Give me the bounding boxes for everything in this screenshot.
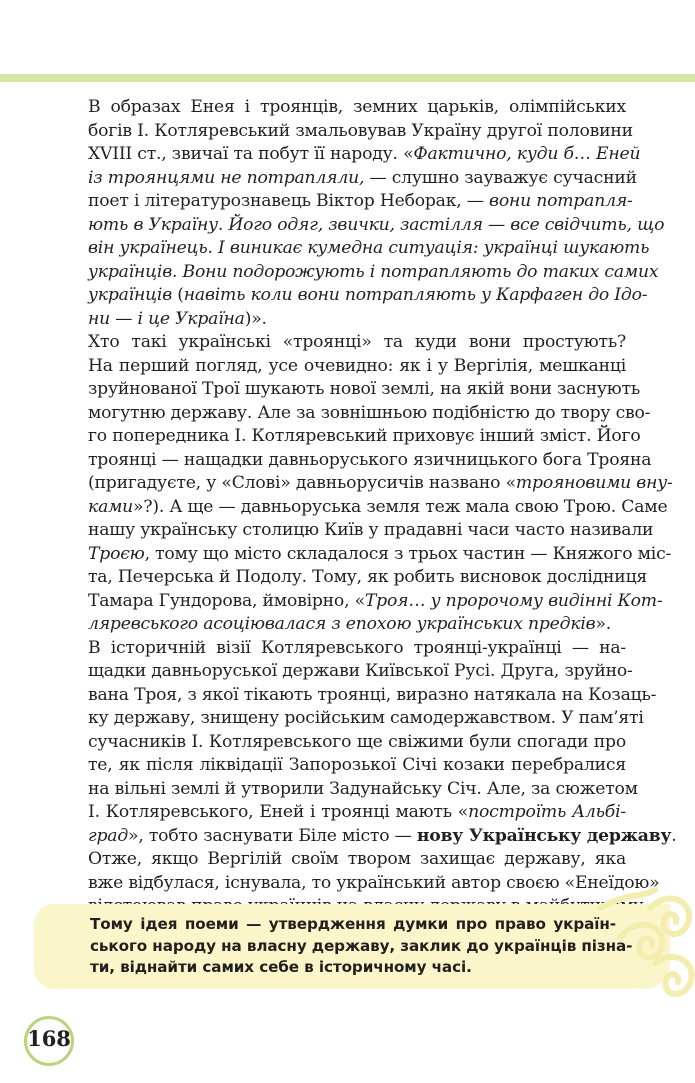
text-segment: трояновими вну- — [515, 473, 673, 493]
text-segment: могутню державу. Але за зовнішньою подібністю до твору сво- — [88, 402, 651, 423]
text-line — [88, 496, 668, 520]
text-segment: українців — [88, 285, 172, 305]
text-line — [88, 566, 648, 590]
callout-line: ти, віднайти самих себе в історичному часі. — [90, 958, 472, 976]
text-segment: ляревського асоціювалася з епохою українських предків — [88, 614, 596, 634]
text-line — [88, 754, 626, 778]
text-segment: та, Печерська й Подолу. Тому, як робить висновок дослідниця — [88, 567, 648, 587]
text-line — [88, 355, 626, 379]
text-line — [88, 96, 626, 120]
text-line — [88, 284, 648, 308]
text-line — [88, 519, 654, 543]
text-line — [88, 590, 663, 614]
text-segment: зруйнованої Трої шукають нової землі, на якій вони заснують — [88, 379, 641, 399]
text-line — [88, 425, 641, 449]
text-segment: поет і літературознавець Віктор Неборак, — — [88, 191, 490, 211]
text-segment: (пригадуєте, у «Слові» давньорусичів названо « — [88, 473, 516, 493]
text-line — [88, 402, 651, 426]
text-segment: ( — [172, 285, 184, 305]
text-line — [88, 707, 644, 731]
text-line — [88, 308, 626, 332]
text-line — [88, 449, 652, 473]
text-segment: вони потрапля- — [489, 191, 633, 211]
text-segment: троянці — нащадки давньоруського язичницького бога Трояна — [88, 449, 652, 470]
text-segment: те, як після ліквідації Запорозької Січі козаки перебралися — [88, 755, 626, 775]
text-segment: І. Котляревського, Еней і троянці мають « — [88, 802, 469, 822]
text-segment: вже відбулася, існувала, то український автор своєю «Енеїдою» — [88, 872, 660, 893]
text-line — [88, 331, 626, 355]
text-line — [88, 848, 626, 872]
text-line — [88, 167, 637, 191]
text-segment: нашу українську столицю Київ у прадавні часи часто називали — [88, 520, 654, 540]
text-segment: нову Українську державу — [416, 825, 672, 846]
text-segment: — слушно зауважує сучасний — [364, 167, 637, 188]
text-segment: ками — [88, 496, 134, 517]
text-segment: навіть коли вони потрапляють у Карфаген до Ідо- — [183, 285, 648, 305]
main-text — [88, 96, 677, 919]
text-line — [88, 637, 626, 661]
text-line — [88, 778, 638, 802]
text-segment: Отже, якщо Вергілій своїм твором захищає державу, яка — [88, 849, 626, 869]
text-segment: . — [671, 825, 677, 846]
text-line — [88, 120, 633, 144]
text-line — [88, 261, 659, 285]
text-line — [88, 543, 672, 567]
text-segment: ють в Україну. Його одяг, звички, застілля — все свідчить, що — [88, 214, 665, 235]
text-segment: Хто такі українські «троянці» та куди вони простують? — [88, 332, 626, 352]
text-segment: Троя… у пророчому видінні Кот- — [364, 590, 663, 611]
text-segment: українців. Вони подорожують і потрапляють до таких самих — [88, 261, 659, 282]
text-segment: він українець. І виникає кумедна ситуація: українці шукають — [88, 238, 650, 258]
text-segment: )». — [244, 308, 267, 329]
text-segment: построїть Альбі- — [468, 802, 626, 822]
text-line — [88, 731, 626, 755]
text-segment: В образах Енея і троянців, земних царьків, олімпійських — [88, 97, 626, 117]
text-segment: щадки давньоруської держави Київської Русі. Друга, зруйно- — [88, 661, 633, 681]
text-segment: богів І. Котляревський змальовував Україну другої половини — [88, 120, 633, 141]
callout-line: ського народу на власну державу, заклик до українців пізна- — [90, 936, 633, 955]
text-line — [88, 825, 677, 849]
text-segment: на вільні землі й утворили Задунайську Січ. Але, за сюжетом — [88, 778, 638, 799]
text-segment: На перший погляд, усе очевидно: як і у Вергілія, мешканці — [88, 355, 626, 376]
text-line — [88, 472, 673, 496]
text-segment: із троянцями не потрапляли, — [88, 167, 365, 188]
text-line — [88, 190, 633, 214]
text-line — [88, 378, 641, 402]
text-segment: , тому що місто складалося з трьох частин — Княжого міс- — [144, 543, 672, 564]
text-segment: град — [88, 825, 129, 846]
text-segment: ». — [595, 614, 612, 634]
text-segment: XVIII ст., звичаї та побут її народу. « — [88, 144, 414, 164]
text-line — [88, 214, 665, 238]
text-segment: го попередника І. Котляревський приховує інший зміст. Його — [88, 426, 641, 446]
text-segment: Тамара Гундорова, ймовірно, « — [88, 590, 365, 611]
text-segment: »?). А ще — давньоруська земля теж мала свою Трою. Саме — [133, 496, 668, 517]
text-segment: », тобто заснувати Біле місто — — [128, 825, 417, 846]
page-number: 168 — [27, 1026, 71, 1051]
text-line — [88, 613, 626, 637]
callout-line: Тому ідея поеми — утвердження думки про право україн- — [90, 915, 616, 933]
text-line — [88, 872, 660, 896]
text-line — [88, 143, 641, 167]
text-line — [88, 801, 626, 825]
text-segment: вана Троя, з якої тікають троянці, виразно натякала на Козаць- — [88, 684, 657, 705]
top-decorative-band — [0, 74, 695, 82]
text-line — [88, 237, 650, 261]
text-segment: ни — і це Україна — [88, 308, 245, 329]
text-segment: сучасників І. Котляревського ще свіжими були спогади про — [88, 731, 626, 752]
text-segment: Троєю — [88, 543, 145, 564]
conclusion-callout-text — [90, 914, 633, 979]
text-line — [88, 660, 633, 684]
text-segment: Фактично, куди б… Еней — [413, 144, 641, 164]
text-segment: ку державу, знищену російським самодержавством. У пам’яті — [88, 708, 644, 728]
text-segment: В історичній візії Котляревського троянці-українці — на- — [88, 637, 626, 658]
text-line — [88, 684, 657, 708]
